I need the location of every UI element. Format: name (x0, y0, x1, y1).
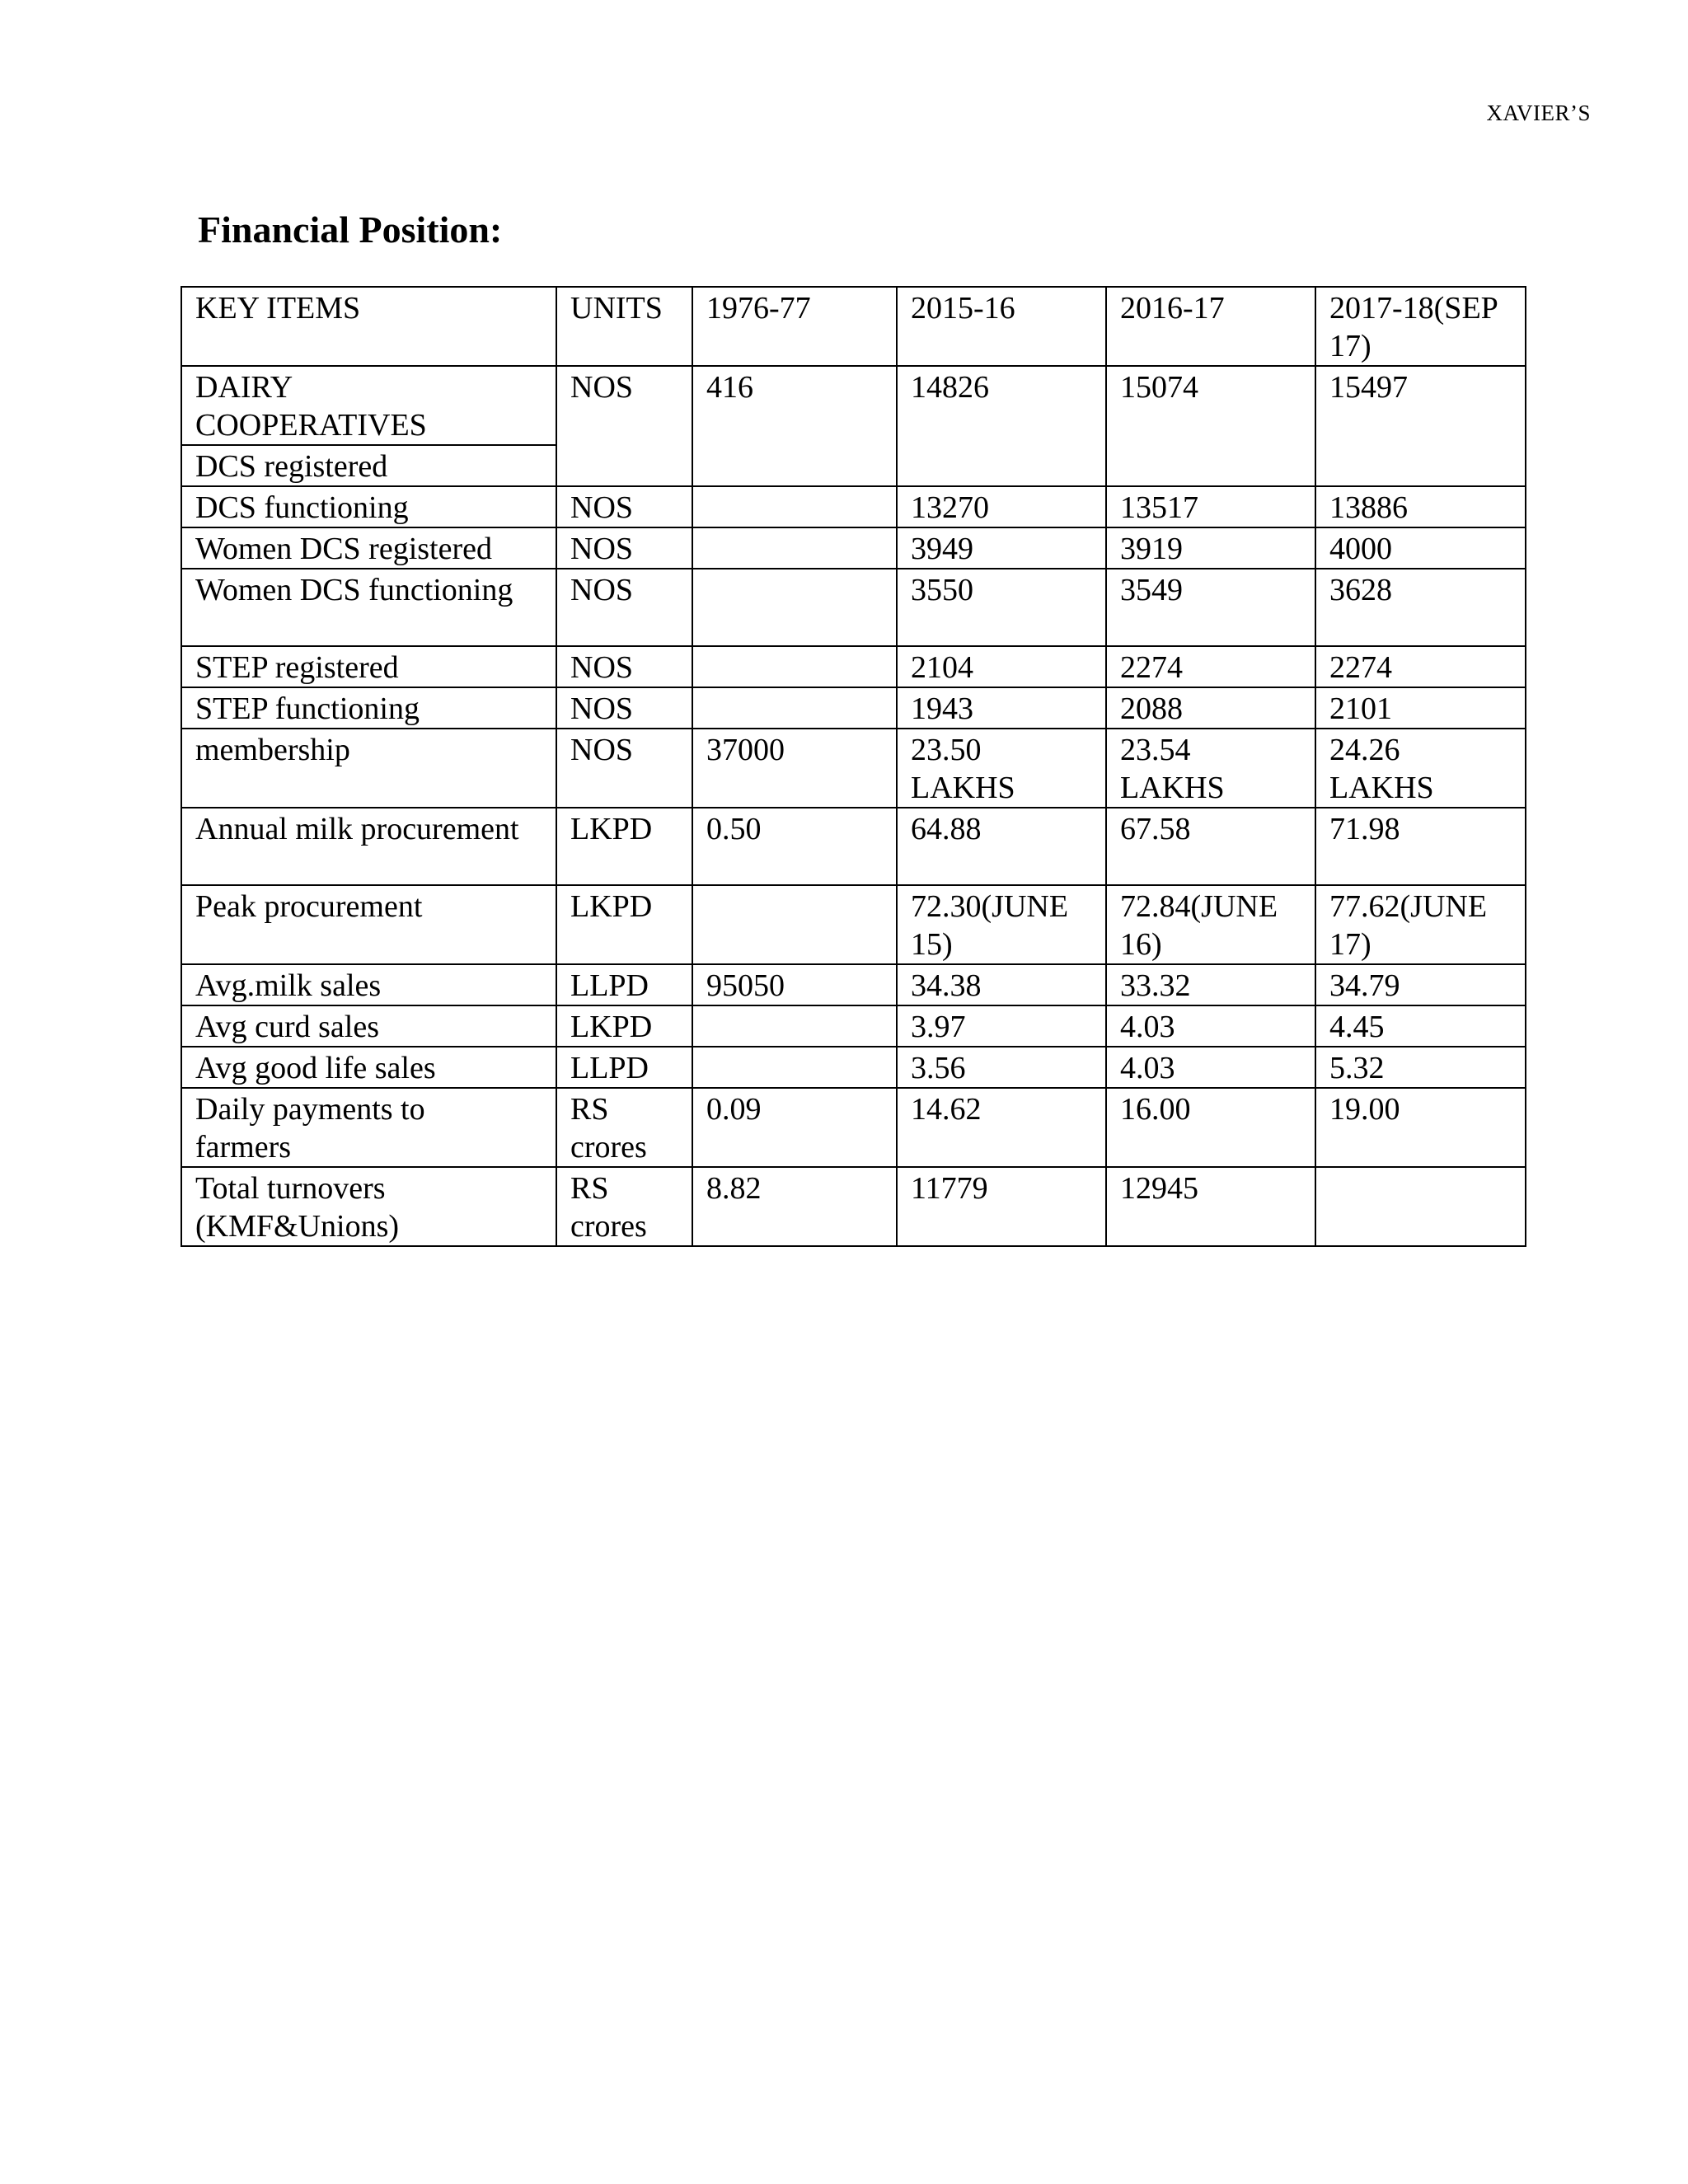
unit-cell: NOS (556, 687, 692, 729)
table-row (181, 569, 1526, 646)
unit-cell: NOS (556, 527, 692, 569)
unit-cell: LKPD (556, 885, 692, 964)
value-cell-2017-18: 77.62(JUNE 17) (1315, 885, 1526, 964)
table-row (181, 885, 1526, 964)
value-cell-2017-18: 19.00 (1315, 1088, 1526, 1167)
table-row (181, 1088, 1526, 1167)
unit-cell: NOS (556, 366, 692, 486)
value-cell-2015-16: 23.50 LAKHS (897, 729, 1106, 808)
item-cell: Women DCS functioning (181, 569, 556, 646)
table-row (181, 1167, 1526, 1246)
value-cell-2015-16: 1943 (897, 687, 1106, 729)
value-cell-2017-18: 3628 (1315, 569, 1526, 646)
header-cell-2017-18: 2017-18(SEP 17) (1315, 287, 1526, 366)
value-cell-2015-16: 34.38 (897, 964, 1106, 1005)
value-cell-1976-77 (692, 1005, 897, 1047)
value-cell-2017-18: 24.26 LAKHS (1315, 729, 1526, 808)
value-cell-2015-16: 14.62 (897, 1088, 1106, 1167)
value-cell-2017-18 (1315, 1167, 1526, 1246)
item-cell: Avg good life sales (181, 1047, 556, 1088)
value-cell-2015-16: 64.88 (897, 808, 1106, 885)
value-cell-2017-18: 71.98 (1315, 808, 1526, 885)
value-cell-2016-17: 2274 (1106, 646, 1315, 687)
table-row (181, 366, 1526, 445)
value-cell-2016-17: 72.84(JUNE 16) (1106, 885, 1315, 964)
value-cell-2016-17: 67.58 (1106, 808, 1315, 885)
value-cell-1976-77: 416 (692, 366, 897, 486)
table-body (181, 287, 1526, 1246)
value-cell-2016-17: 3549 (1106, 569, 1315, 646)
table-row (181, 808, 1526, 885)
item-cell: Daily payments to farmers (181, 1088, 556, 1167)
item-cell: Total turnovers (KMF&Unions) (181, 1167, 556, 1246)
value-cell-2017-18: 4000 (1315, 527, 1526, 569)
unit-cell: RS crores (556, 1167, 692, 1246)
value-cell-1976-77: 0.09 (692, 1088, 897, 1167)
header-cell-1976-77: 1976-77 (692, 287, 897, 366)
header-cell-key-items: KEY ITEMS (181, 287, 556, 366)
value-cell-2015-16: 72.30(JUNE 15) (897, 885, 1106, 964)
value-cell-1976-77 (692, 527, 897, 569)
value-cell-2015-16: 14826 (897, 366, 1106, 486)
item-cell: DAIRY COOPERATIVES (181, 366, 556, 445)
value-cell-2016-17: 33.32 (1106, 964, 1315, 1005)
financial-position-table (181, 286, 1526, 1247)
value-cell-2017-18: 34.79 (1315, 964, 1526, 1005)
value-cell-2017-18: 4.45 (1315, 1005, 1526, 1047)
page-header: XAVIER’S (1486, 101, 1591, 125)
item-cell: Avg curd sales (181, 1005, 556, 1047)
value-cell-2016-17: 3919 (1106, 527, 1315, 569)
item-cell: Women DCS registered (181, 527, 556, 569)
table-row (181, 646, 1526, 687)
value-cell-2017-18: 13886 (1315, 486, 1526, 527)
header-cell-2016-17: 2016-17 (1106, 287, 1315, 366)
table-row (181, 1005, 1526, 1047)
unit-cell: LKPD (556, 808, 692, 885)
value-cell-1976-77: 95050 (692, 964, 897, 1005)
item-cell: membership (181, 729, 556, 808)
table-row (181, 687, 1526, 729)
unit-cell: NOS (556, 486, 692, 527)
value-cell-2016-17: 12945 (1106, 1167, 1315, 1246)
header-cell-units: UNITS (556, 287, 692, 366)
table-header-row (181, 287, 1526, 366)
header-cell-2015-16: 2015-16 (897, 287, 1106, 366)
value-cell-1976-77: 8.82 (692, 1167, 897, 1246)
value-cell-2017-18: 5.32 (1315, 1047, 1526, 1088)
unit-cell: LLPD (556, 1047, 692, 1088)
table-row (181, 729, 1526, 808)
value-cell-1976-77 (692, 885, 897, 964)
value-cell-2016-17: 13517 (1106, 486, 1315, 527)
table-row (181, 1047, 1526, 1088)
value-cell-2016-17: 2088 (1106, 687, 1315, 729)
value-cell-2015-16: 3949 (897, 527, 1106, 569)
value-cell-2015-16: 3550 (897, 569, 1106, 646)
table-row (181, 527, 1526, 569)
section-title: Financial Position: (198, 209, 503, 251)
item-cell: DCS functioning (181, 486, 556, 527)
value-cell-2016-17: 15074 (1106, 366, 1315, 486)
value-cell-2017-18: 2101 (1315, 687, 1526, 729)
value-cell-2015-16: 13270 (897, 486, 1106, 527)
value-cell-2016-17: 4.03 (1106, 1047, 1315, 1088)
unit-cell: LLPD (556, 964, 692, 1005)
unit-cell: RS crores (556, 1088, 692, 1167)
value-cell-2017-18: 15497 (1315, 366, 1526, 486)
value-cell-1976-77 (692, 1047, 897, 1088)
value-cell-2015-16: 11779 (897, 1167, 1106, 1246)
unit-cell: NOS (556, 646, 692, 687)
table-row (181, 486, 1526, 527)
value-cell-2016-17: 16.00 (1106, 1088, 1315, 1167)
item-cell: STEP registered (181, 646, 556, 687)
item-cell: Annual milk procurement (181, 808, 556, 885)
value-cell-1976-77 (692, 486, 897, 527)
item-cell: Avg.milk sales (181, 964, 556, 1005)
unit-cell: NOS (556, 729, 692, 808)
value-cell-1976-77 (692, 687, 897, 729)
value-cell-1976-77: 37000 (692, 729, 897, 808)
value-cell-1976-77 (692, 569, 897, 646)
table-row (181, 964, 1526, 1005)
value-cell-2015-16: 3.97 (897, 1005, 1106, 1047)
item-cell: STEP functioning (181, 687, 556, 729)
value-cell-2015-16: 3.56 (897, 1047, 1106, 1088)
value-cell-1976-77 (692, 646, 897, 687)
value-cell-2015-16: 2104 (897, 646, 1106, 687)
item-cell: Peak procurement (181, 885, 556, 964)
unit-cell: NOS (556, 569, 692, 646)
value-cell-2016-17: 23.54 LAKHS (1106, 729, 1315, 808)
value-cell-2016-17: 4.03 (1106, 1005, 1315, 1047)
item-cell: DCS registered (181, 445, 556, 486)
unit-cell: LKPD (556, 1005, 692, 1047)
value-cell-1976-77: 0.50 (692, 808, 897, 885)
value-cell-2017-18: 2274 (1315, 646, 1526, 687)
